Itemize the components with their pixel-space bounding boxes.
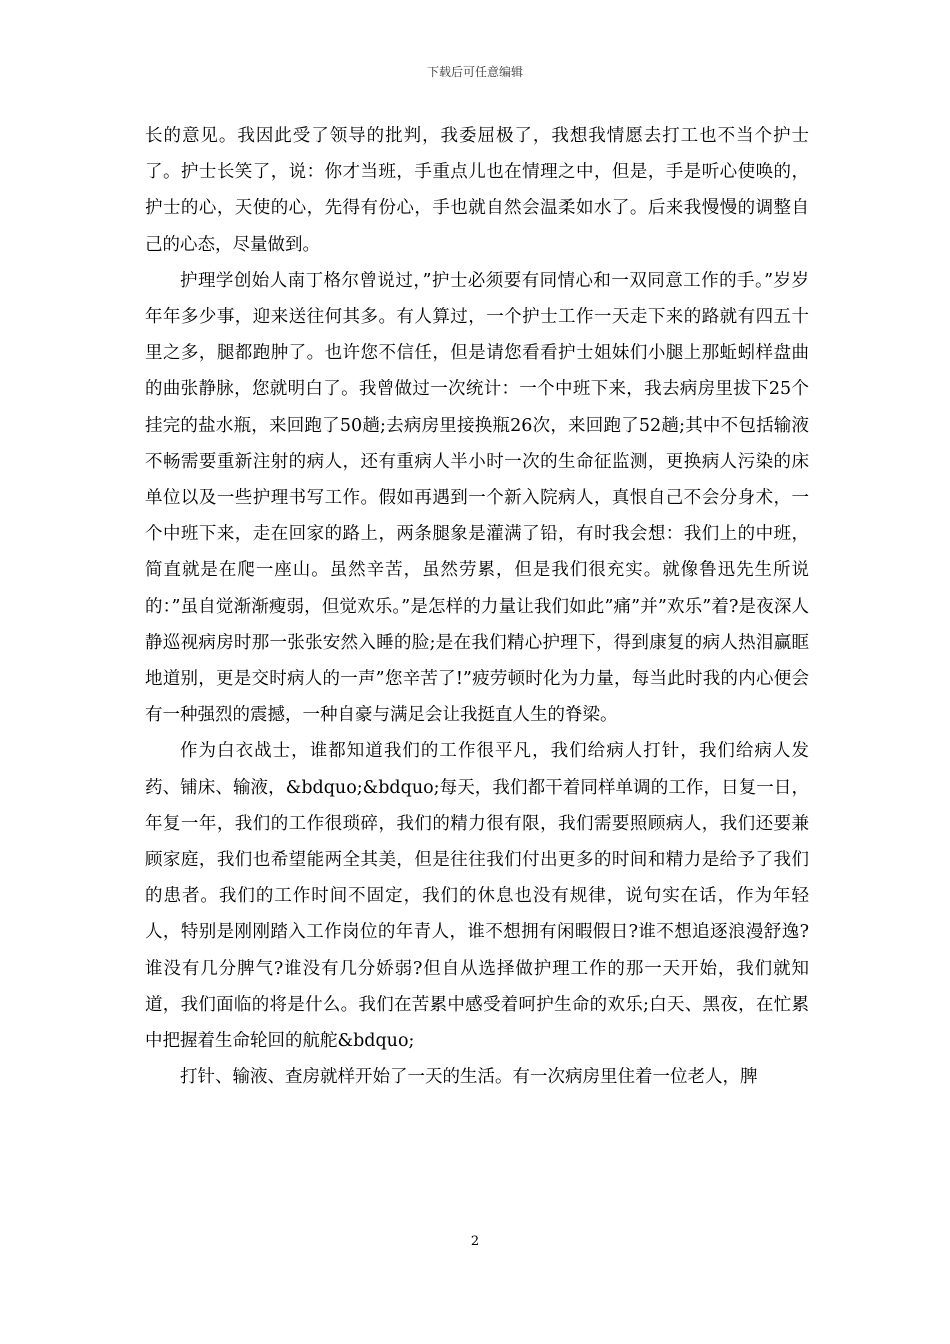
document-body [145, 118, 809, 1095]
paragraph-nightingale: 护理学创始人南丁格尔曾说过，”护士必须要有同情心和一双同意工作的手。”岁岁年年多少事，迎来送往何其多。有人算过，一个护士工作一天走下来的路就有四五十里之多，腿都跑肿了。也许您不信任，但是请您看看护士姐妹们小腿上那蚯蚓样盘曲的曲张静脉，您就明白了。我曾做过一次统计：一个中班下来，我去病房里拔下25个挂完的盐水瓶，来回跑了50趟;去病房里接换瓶26次，来回跑了52趟;其中不包括输液不畅需要重新注射的病人，还有重病人半小时一次的生命征监测，更换病人污染的床单位以及一些护理书写工作。假如再遇到一个新入院病人，真恨自己不会分身术，一个中班下来，走在回家的路上，两条腿象是灌满了铅，有时我会想：我们上的中班，简直就是在爬一座山。虽然辛苦，虽然劳累，但是我们很充实。就像鲁迅先生所说的：”虽自觉渐渐瘦弱，但觉欢乐。”是怎样的力量让我们如此”痛”并”欢乐”着?是夜深人静巡视病房时那一张张安然入睡的脸;是在我们精心护理下，得到康复的病人热泪赢眶地道别，更是交时病人的一声”您辛苦了!”疲劳顿时化为力量，每当此时我的内心便会有一种强烈的震撼，一种自豪与满足会让我挺直人生的脊梁。 [145, 270, 809, 726]
page-header: 下载后可任意编辑 [426, 65, 523, 79]
paragraph-continuation: 长的意见。我因此受了领导的批判，我委屈极了，我想我情愿去打工也不当个护士了。护士长笑了，说：你才当班，手重点儿也在情理之中，但是，手是听心使唤的，护士的心，天使的心，先得有份心，手也就自然会温柔如水了。后来我慢慢的调整自己的心态，尽量做到。 [145, 126, 809, 255]
paragraph-white-soldier: 作为白衣战士，谁都知道我们的工作很平凡，我们给病人打针，我们给病人发药、铺床、输液，&bdquo;&bdquo;每天，我们都干着同样单调的工作，日复一日，年复一年，我们的工作很琐碎，我们的精力很有限，我们需要照顾病人，我们还要兼顾家庭，我们也希望能两全其美，但是往往我们付出更多的时间和精力是给予了我们的患者。我们的工作时间不固定，我们的休息也没有规律，说句实在话，作为年轻人，特别是刚刚踏入工作岗位的年青人，谁不想拥有闲暇假日?谁不想追逐浪漫舒逸?谁没有几分脾气?谁没有几分娇弱?但自从选择做护理工作的那一天开始，我们就知道，我们面临的将是什么。我们在苦累中感受着呵护生命的欢乐;白天、黑夜，在忙累中把握着生命轮回的航舵&bdquo; [145, 741, 809, 1052]
paragraph-injection: 打针、输液、查房就样开始了一天的生活。有一次病房里住着一位老人，脾 [180, 1067, 758, 1088]
page-number: 2 [470, 1234, 480, 1249]
